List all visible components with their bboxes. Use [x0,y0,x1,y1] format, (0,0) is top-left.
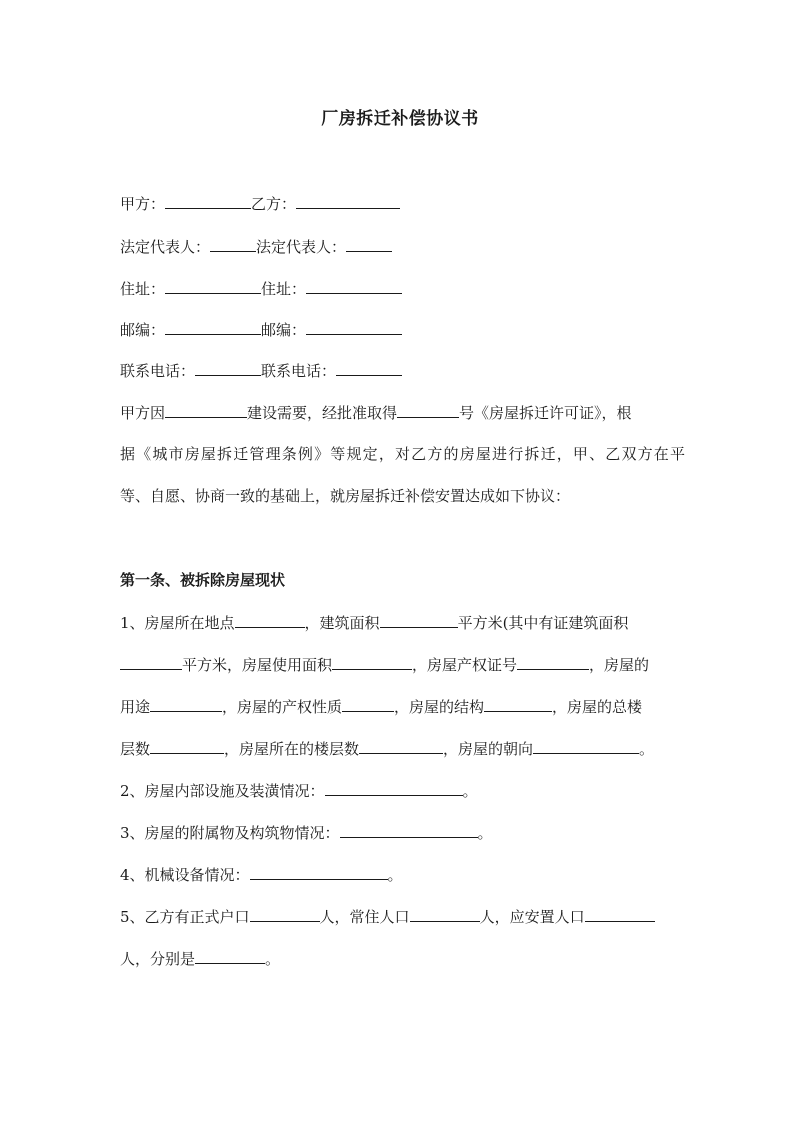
phone-b-label: 联系电话： [261,362,337,380]
item-text: 人，应安置人口 [479,908,585,926]
article-1-heading: 第一条、被拆除房屋现状 [120,571,286,589]
item-text: 人，分别是 [120,950,196,968]
item-text: 。 [477,824,493,842]
phone-line [120,360,685,381]
legal-rep-a-blank[interactable] [210,236,256,252]
names-blank[interactable] [195,948,265,964]
location-blank[interactable] [235,612,305,628]
phone-a-label: 联系电话： [120,362,196,380]
address-a-label: 住址： [120,280,166,298]
permit-number-blank[interactable] [397,402,459,418]
postcode-b-blank[interactable] [306,319,402,335]
item-text: ，房屋产权证号 [412,656,518,674]
preamble-text: 甲方因 [120,404,166,422]
item-5-line-2 [120,948,685,969]
item-text: 3、房屋的附属物及构筑物情况： [120,824,340,842]
item-text: ，建筑面积 [304,614,380,632]
phone-b-blank[interactable] [336,360,402,376]
machinery-blank[interactable] [250,864,388,880]
address-b-label: 住址： [261,280,307,298]
item-3-line [120,822,685,843]
party-line [120,193,685,214]
item-5-line-1 [120,906,685,927]
item-text: 人，常住人口 [319,908,410,926]
item-text: 2、房屋内部设施及装潢情况： [120,782,325,800]
item-text: ，房屋的结构 [394,698,485,716]
item-text: 。 [639,740,655,758]
item-text: ，房屋的朝向 [443,740,534,758]
item-text: 1、房屋所在地点 [120,614,235,632]
postcode-a-blank[interactable] [165,319,261,335]
property-nature-blank[interactable] [342,696,394,712]
certified-area-blank[interactable] [120,654,182,670]
item-1-line-4 [120,738,685,759]
item-4-line [120,864,685,885]
resettle-residents-blank[interactable] [585,906,655,922]
item-text: ，房屋的产权性质 [222,698,343,716]
legal-rep-b-blank[interactable] [346,236,392,252]
total-floors-blank[interactable] [150,738,224,754]
item-text: 。 [462,782,478,800]
legal-rep-a-label: 法定代表人： [120,238,211,256]
item-text: 用途 [120,698,151,716]
preamble-text: 建设需要，经批准取得 [247,404,398,422]
item-text: ，房屋的 [589,656,650,674]
item-text: 5、乙方有正式户口 [120,908,250,926]
phone-a-blank[interactable] [195,360,261,376]
item-text: ，房屋所在的楼层数 [224,740,360,758]
item-text: ，房屋的总楼 [552,698,643,716]
interior-facilities-blank[interactable] [325,780,463,796]
address-b-blank[interactable] [306,278,402,294]
permanent-residents-blank[interactable] [410,906,480,922]
item-2-line [120,780,685,801]
item-text: 4、机械设备情况： [120,866,250,884]
property-cert-blank[interactable] [517,654,589,670]
item-1-line-3 [120,696,685,717]
preamble-line-3: 等、自愿、协商一致的基础上，就房屋拆迁补偿安置达成如下协议： [120,487,571,505]
item-text: 。 [387,866,403,884]
preamble-text: 号《房屋拆迁许可证》，根 [459,404,632,422]
usage-blank[interactable] [150,696,222,712]
item-1-line-2 [120,654,685,675]
party-a-blank[interactable] [165,193,251,209]
attachments-blank[interactable] [340,822,478,838]
item-text: 平方米，房屋使用面积 [182,656,333,674]
orientation-blank[interactable] [533,738,639,754]
item-text: 平方米(其中有证建筑面积 [457,614,629,632]
preamble-line-1 [120,402,685,423]
item-text: 层数 [120,740,151,758]
legal-rep-line [120,236,685,257]
registered-residents-blank[interactable] [250,906,320,922]
usable-area-blank[interactable] [332,654,412,670]
floor-number-blank[interactable] [359,738,443,754]
project-name-blank[interactable] [165,402,247,418]
preamble-line-2: 据《城市房屋拆迁管理条例》等规定，对乙方的房屋进行拆迁，甲、乙双方在平 [120,445,685,463]
postcode-a-label: 邮编： [120,321,166,339]
party-b-label: 乙方： [251,195,297,213]
legal-rep-b-label: 法定代表人： [256,238,347,256]
document-title: 厂房拆迁补偿协议书 [321,109,479,129]
item-text: 。 [265,950,281,968]
item-1-line-1 [120,612,685,633]
party-a-label: 甲方： [120,195,166,213]
postcode-b-label: 邮编： [261,321,307,339]
address-line [120,278,685,299]
building-area-blank[interactable] [380,612,458,628]
structure-blank[interactable] [484,696,552,712]
party-b-blank[interactable] [296,193,400,209]
address-a-blank[interactable] [165,278,261,294]
postcode-line [120,319,685,340]
